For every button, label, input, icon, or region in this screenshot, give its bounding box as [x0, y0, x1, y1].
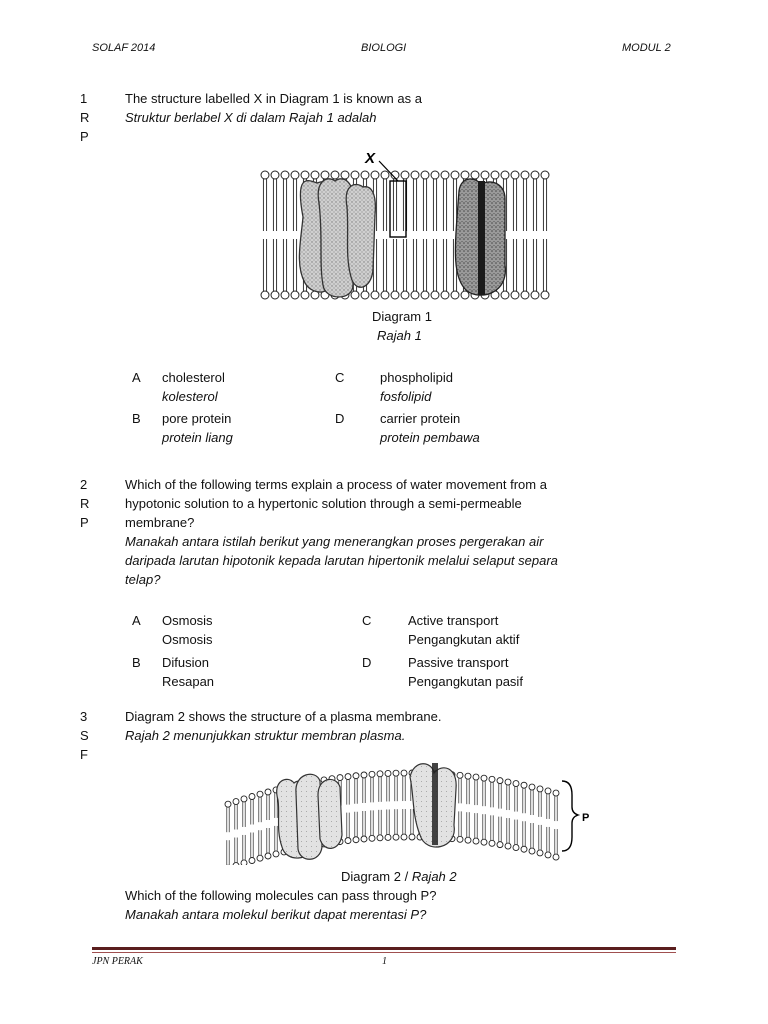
phospholipid-head [431, 171, 439, 179]
phospholipid-head [385, 834, 391, 840]
phospholipid-head [265, 789, 271, 795]
footer-left: JPN PERAK [92, 956, 143, 967]
phospholipid-head [381, 171, 389, 179]
phospholipid-head [301, 171, 309, 179]
q2-text-my-line1: Manakah antara istilah berikut yang menerangkan proses pergerakan air [125, 534, 544, 549]
q3-tag-s: S [80, 728, 89, 743]
phospholipid-head [233, 799, 239, 805]
phospholipid-head [353, 773, 359, 779]
header-left: SOLAF 2014 [92, 42, 156, 54]
q3-number: 3 [80, 709, 88, 724]
curved-phospholipid-bilayer [225, 770, 559, 865]
phospholipid-head [529, 784, 535, 790]
phospholipid-head [361, 291, 369, 299]
phospholipid-head [371, 171, 379, 179]
q1-option-d-en[interactable]: carrier protein [380, 411, 461, 426]
phospholipid-head [369, 771, 375, 777]
phospholipid-head [521, 782, 527, 788]
q1-option-b-my: protein liang [162, 430, 233, 445]
diagram-2-caption [341, 869, 457, 884]
q1-option-c-letter: C [335, 370, 345, 385]
diagram-1-membrane [255, 145, 555, 305]
phospholipid-head [473, 838, 479, 844]
phospholipid-head [241, 860, 247, 865]
diagram-2-caption-en: Diagram 2 / [341, 869, 412, 884]
phospholipid-head [301, 291, 309, 299]
q1-number: 1 [80, 91, 88, 106]
q3-text-my: Rajah 2 menunjukkan struktur membran plasma. [125, 728, 406, 743]
q1-option-d-letter: D [335, 411, 345, 426]
phospholipid-head [521, 291, 529, 299]
phospholipid-head [529, 848, 535, 854]
phospholipid-head [337, 775, 343, 781]
q2-option-c-my: Pengangkutan aktif [408, 632, 520, 647]
phospholipid-head [553, 790, 559, 796]
q1-option-a-en[interactable]: cholesterol [162, 370, 225, 385]
phospholipid-head [311, 171, 319, 179]
phospholipid-head [401, 834, 407, 840]
phospholipid-head [377, 835, 383, 841]
phospholipid-head [505, 779, 511, 785]
phospholipid-head [421, 291, 429, 299]
phospholipid-head [401, 770, 407, 776]
q2-option-b-en[interactable]: Difusion [162, 655, 209, 670]
phospholipid-head [537, 850, 543, 856]
phospholipid-head [411, 171, 419, 179]
channel-protein-left [299, 179, 375, 297]
q1-text-en: The structure labelled X in Diagram 1 is known as a [125, 91, 422, 106]
phospholipid-head [271, 291, 279, 299]
phospholipid-head [553, 854, 559, 860]
protein-right [410, 763, 456, 847]
phospholipid-head [501, 171, 509, 179]
footer-rule-thick [92, 947, 676, 950]
phospholipid-head [473, 774, 479, 780]
phospholipid-head [471, 171, 479, 179]
phospholipid-head [457, 772, 463, 778]
phospholipid-head [265, 853, 271, 859]
phospholipid-head [351, 171, 359, 179]
diagram-1-caption-my: Rajah 1 [377, 328, 422, 343]
phospholipid-head [531, 171, 539, 179]
q2-option-b-my: Resapan [162, 674, 215, 689]
phospholipid-head [513, 781, 519, 787]
phospholipid-head [441, 291, 449, 299]
phospholipid-head [331, 171, 339, 179]
q2-text-en-line2: hypotonic solution to a hypertonic solution through a semi-permeable [125, 496, 522, 511]
phospholipid-head [521, 171, 529, 179]
phospholipid-head [497, 778, 503, 784]
phospholipid-head [249, 794, 255, 800]
q1-option-b-letter: B [132, 411, 141, 426]
q2-option-c-letter: C [362, 613, 372, 628]
q2-tag-p: P [80, 515, 89, 530]
phospholipid-head [233, 863, 239, 865]
phospholipid-head [369, 835, 375, 841]
label-p: P [582, 812, 590, 824]
q2-option-a-en[interactable]: Osmosis [162, 613, 213, 628]
phospholipid-head [451, 291, 459, 299]
phospholipid-head [341, 171, 349, 179]
phospholipid-head [541, 291, 549, 299]
phospholipid-head [409, 834, 415, 840]
q2-option-d-my: Pengangkutan pasif [408, 674, 523, 689]
phospholipid-head [457, 836, 463, 842]
q3-question-en: Which of the following molecules can pass through P? [125, 888, 437, 903]
phospholipid-head [461, 171, 469, 179]
phospholipid-head [489, 776, 495, 782]
phospholipid-head [541, 171, 549, 179]
q2-text-en-line3: membrane? [125, 515, 195, 530]
phospholipid-head [481, 839, 487, 845]
q1-text-my: Struktur berlabel X di dalam Rajah 1 adalah [125, 110, 377, 125]
phospholipid-head [249, 858, 255, 864]
q2-text-my-line2: daripada larutan hipotonik kepada larutan hipertonik melalui selaput separa [125, 553, 558, 568]
q3-text-en: Diagram 2 shows the structure of a plasma membrane. [125, 709, 442, 724]
phospholipid-head [353, 837, 359, 843]
phospholipid-head [465, 837, 471, 843]
phospholipid-head [361, 836, 367, 842]
phospholipid-head [391, 291, 399, 299]
q3-tag-f: F [80, 747, 88, 762]
phospholipid-head [511, 171, 519, 179]
phospholipid-head [393, 770, 399, 776]
phospholipid-head [545, 788, 551, 794]
phospholipid-head [381, 291, 389, 299]
phospholipid-head [401, 291, 409, 299]
protein-cluster-left [277, 774, 342, 859]
phospholipid-head [531, 291, 539, 299]
q1-option-a-my: kolesterol [162, 389, 218, 404]
phospholipid-head [481, 171, 489, 179]
phospholipid-head [421, 171, 429, 179]
phospholipid-head [361, 772, 367, 778]
phospholipid-head [377, 771, 383, 777]
phospholipid-head [271, 171, 279, 179]
phospholipid-head [501, 291, 509, 299]
phospholipid-head [521, 846, 527, 852]
phospholipid-head [545, 852, 551, 858]
footer-rule-thin [92, 952, 676, 953]
phospholipid-head [351, 291, 359, 299]
phospholipid-head [393, 834, 399, 840]
channel-protein-right [455, 179, 505, 295]
phospholipid-head [261, 291, 269, 299]
q1-option-d-my: protein pembawa [380, 430, 480, 445]
phospholipid-head [281, 291, 289, 299]
phospholipid-head [385, 770, 391, 776]
phospholipid-head [411, 291, 419, 299]
q1-tag-p: P [80, 129, 89, 144]
phospholipid-head [513, 845, 519, 851]
phospholipid-head [371, 291, 379, 299]
phospholipid-head [441, 171, 449, 179]
phospholipid-head [491, 171, 499, 179]
q1-option-b-en[interactable]: pore protein [162, 411, 232, 426]
phospholipid-head [511, 291, 519, 299]
phospholipid-head [481, 775, 487, 781]
phospholipid-head [489, 840, 495, 846]
q1-tag-r: R [80, 110, 90, 125]
phospholipid-head [241, 796, 247, 802]
phospholipid-head [273, 851, 279, 857]
q2-number: 2 [80, 477, 88, 492]
phospholipid-head [291, 171, 299, 179]
phospholipid-head [465, 773, 471, 779]
page-number: 1 [382, 956, 387, 967]
q2-option-b-letter: B [132, 655, 141, 670]
header-right: MODUL 2 [622, 42, 671, 54]
phospholipid-head [345, 838, 351, 844]
q1-option-c-my: fosfolipid [380, 389, 432, 404]
phospholipid-head [321, 171, 329, 179]
phospholipid-head [291, 291, 299, 299]
phospholipid-head [225, 801, 231, 807]
q2-option-d-en[interactable]: Passive transport [408, 655, 509, 670]
q1-option-a-letter: A [132, 370, 141, 385]
phospholipid-head [451, 171, 459, 179]
phospholipid-head [257, 855, 263, 861]
q2-option-a-letter: A [132, 613, 141, 628]
q2-option-c-en[interactable]: Active transport [408, 613, 499, 628]
phospholipid-head [361, 171, 369, 179]
phospholipid-head [497, 842, 503, 848]
q2-text-my-line3: telap? [125, 572, 161, 587]
label-x: X [365, 150, 376, 167]
phospholipid-head [261, 171, 269, 179]
q3-question-my: Manakah antara molekul berikut dapat merentasi P? [125, 907, 427, 922]
phospholipid-head [401, 171, 409, 179]
q2-tag-r: R [80, 496, 90, 511]
q2-text-en-line1: Which of the following terms explain a process of water movement from a [125, 477, 547, 492]
phospholipid-head [257, 791, 263, 797]
q2-option-a-my: Osmosis [162, 632, 213, 647]
diagram-1-caption: Diagram 1 [372, 309, 432, 324]
bracket-p [562, 781, 578, 851]
q2-option-d-letter: D [362, 655, 372, 670]
phospholipid-head [281, 171, 289, 179]
phospholipid-head [505, 843, 511, 849]
phospholipid-head [345, 774, 351, 780]
diagram-2-caption-my: Rajah 2 [411, 869, 457, 884]
q1-option-c-en[interactable]: phospholipid [380, 370, 454, 385]
diagram-2-plasma-membrane [220, 755, 600, 865]
header-center: BIOLOGI [361, 42, 407, 54]
phospholipid-head [537, 786, 543, 792]
phospholipid-head [431, 291, 439, 299]
